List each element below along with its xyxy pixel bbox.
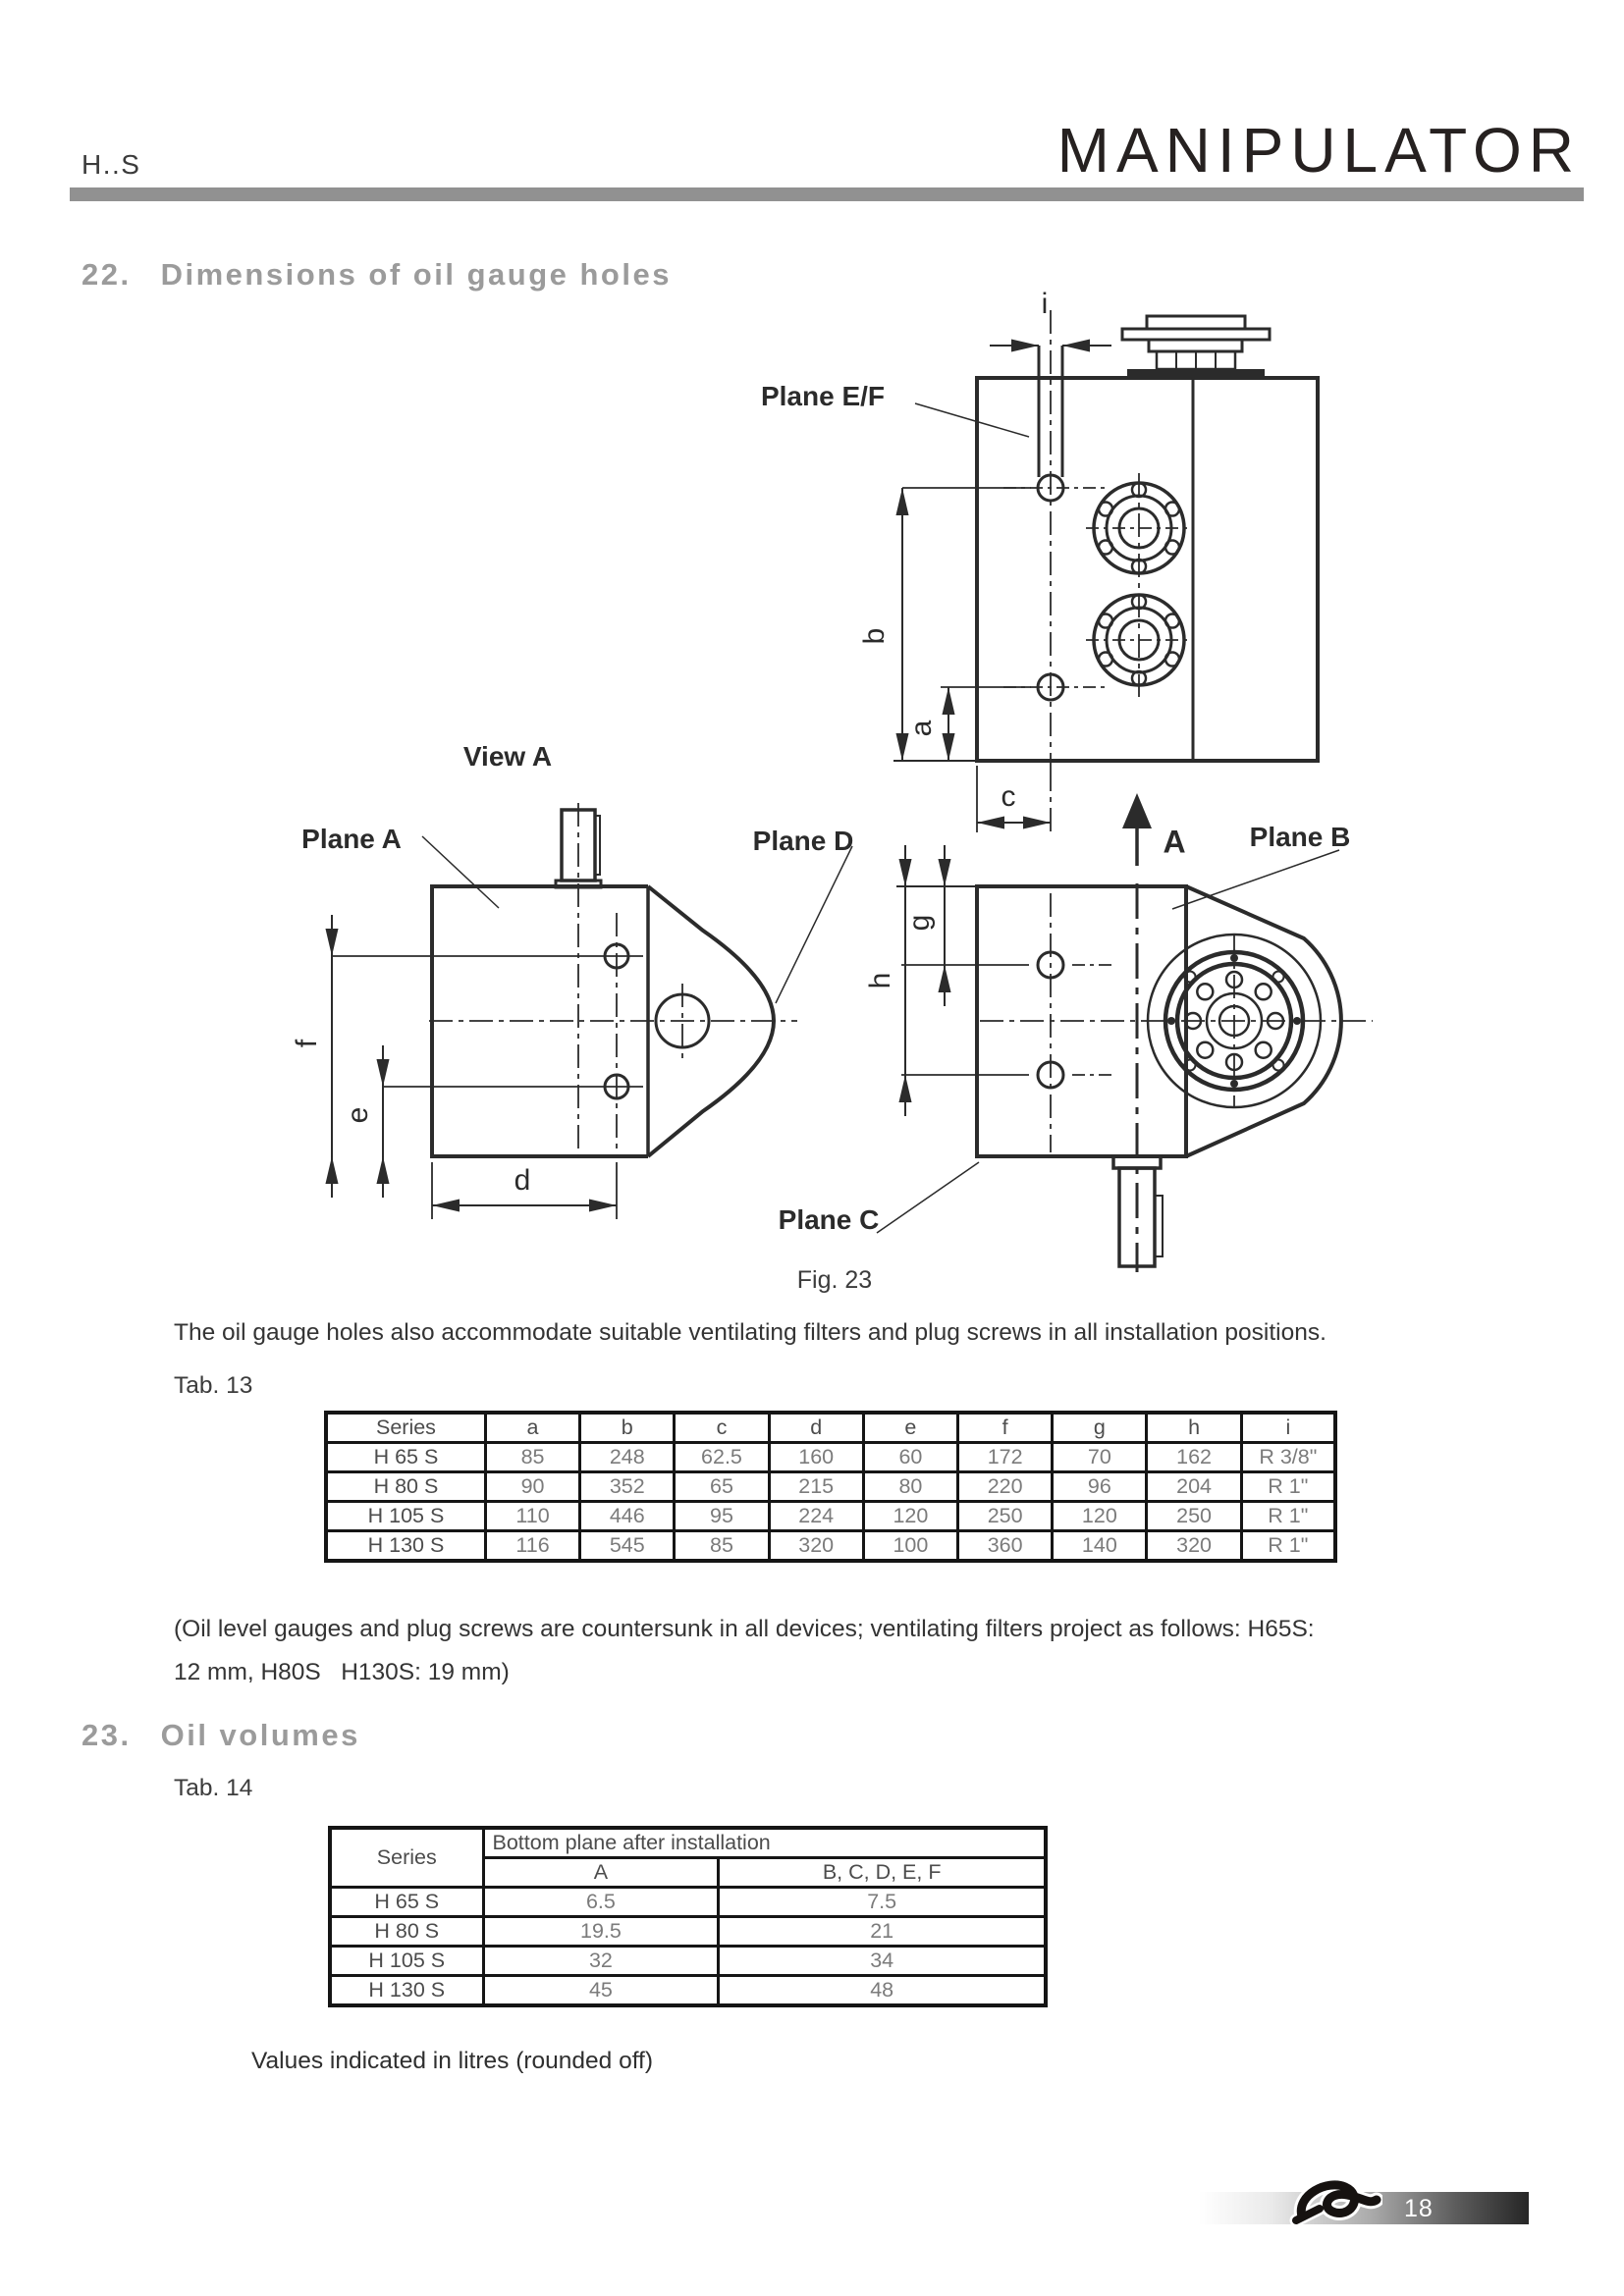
value-cell: 85	[485, 1443, 579, 1472]
value-cell: 34	[719, 1947, 1046, 1976]
value-cell: 21	[719, 1917, 1046, 1947]
dim-c: c	[1001, 780, 1016, 813]
value-cell: 65	[675, 1472, 769, 1502]
note-paragraph	[174, 1608, 1315, 1694]
series-cell: H 130 S	[326, 1531, 485, 1562]
table-row	[326, 1443, 1335, 1472]
value-cell: 320	[769, 1531, 863, 1562]
label-plane-ef: Plane E/F	[760, 381, 886, 411]
col-header: a	[485, 1413, 579, 1443]
intro-paragraph: The oil gauge holes also accommodate suitable ventilating filters and plug screws in all installation positions.	[174, 1319, 1326, 1346]
value-cell: 19.5	[483, 1917, 719, 1947]
col-header: Series	[326, 1413, 485, 1443]
tab13-label: Tab. 13	[174, 1372, 253, 1399]
oil-volumes-table	[328, 1826, 1048, 2007]
value-cell: 85	[675, 1531, 769, 1562]
value-cell: R 1"	[1241, 1502, 1335, 1531]
dim-b: b	[858, 627, 891, 645]
col-header: d	[769, 1413, 863, 1443]
series-cell: H 105 S	[330, 1947, 483, 1976]
value-cell: 320	[1147, 1531, 1241, 1562]
lower-right-view-drawing	[896, 845, 1373, 1272]
value-cell: 116	[485, 1531, 579, 1562]
col-header: g	[1053, 1413, 1147, 1443]
value-cell: 140	[1053, 1531, 1147, 1562]
brand-logo-icon	[1288, 2175, 1382, 2232]
series-cell: H 105 S	[326, 1502, 485, 1531]
table-row	[326, 1502, 1335, 1531]
figure-caption: Fig. 23	[796, 1266, 873, 1294]
oil-gauge-dimensions-table	[324, 1411, 1337, 1563]
value-cell: 100	[863, 1531, 957, 1562]
value-cell: 6.5	[483, 1888, 719, 1917]
section-23-heading	[81, 1718, 360, 1753]
section-22-number: 22.	[81, 257, 132, 292]
label-plane-c: Plane C	[778, 1204, 880, 1235]
label-plane-b: Plane B	[1249, 822, 1351, 852]
value-cell: 62.5	[675, 1443, 769, 1472]
col-header: e	[863, 1413, 957, 1443]
dim-e: e	[342, 1106, 374, 1124]
tab14-label: Tab. 14	[174, 1775, 253, 1801]
value-cell: 45	[483, 1976, 719, 2006]
value-cell: 352	[580, 1472, 675, 1502]
col-header: Series	[330, 1828, 483, 1888]
group-header: Bottom plane after installation	[483, 1828, 1046, 1858]
value-cell: 250	[1147, 1502, 1241, 1531]
section-23-number: 23.	[81, 1718, 132, 1752]
value-cell: 224	[769, 1502, 863, 1531]
col-header: f	[958, 1413, 1053, 1443]
col-header: b	[580, 1413, 675, 1443]
value-cell: 7.5	[719, 1888, 1046, 1917]
label-plane-d: Plane D	[752, 826, 854, 856]
table-header-row	[330, 1828, 1046, 1858]
table-row	[330, 1888, 1046, 1917]
value-cell: 120	[1053, 1502, 1147, 1531]
value-cell: 215	[769, 1472, 863, 1502]
label-view-arrow-a: A	[1163, 824, 1186, 860]
table-row	[330, 1976, 1046, 2006]
leader-lines	[422, 403, 1339, 1233]
value-cell: 96	[1053, 1472, 1147, 1502]
value-cell: 204	[1147, 1472, 1241, 1502]
col-header: c	[675, 1413, 769, 1443]
section-22-title: Dimensions of oil gauge holes	[160, 257, 672, 292]
table-row	[326, 1531, 1335, 1562]
dim-a: a	[905, 720, 938, 737]
table-header-row	[326, 1413, 1335, 1443]
view-a-drawing	[332, 803, 797, 1219]
table-row	[330, 1947, 1046, 1976]
series-cell: H 65 S	[326, 1443, 485, 1472]
value-cell: 360	[958, 1531, 1053, 1562]
col-subheader: A	[483, 1858, 719, 1888]
value-cell: R 3/8"	[1241, 1443, 1335, 1472]
value-cell: 250	[958, 1502, 1053, 1531]
series-cell: H 65 S	[330, 1888, 483, 1917]
dim-i: i	[1041, 288, 1049, 320]
upper-view-drawing	[893, 310, 1318, 866]
label-plane-a: Plane A	[301, 824, 402, 854]
series-cell: H 80 S	[326, 1472, 485, 1502]
note-line: 12 mm, H80S H130S: 19 mm)	[174, 1659, 510, 1685]
value-cell: 32	[483, 1947, 719, 1976]
value-cell: 48	[719, 1976, 1046, 2006]
value-cell: 120	[863, 1502, 957, 1531]
table-row	[330, 1917, 1046, 1947]
value-cell: 545	[580, 1531, 675, 1562]
note-line: (Oil level gauges and plug screws are countersunk in all devices; ventilating filters project as follows: H65S:	[174, 1616, 1315, 1642]
brand-title: MANIPULATOR	[1056, 115, 1581, 186]
label-view-a: View A	[462, 741, 553, 772]
footnote: Values indicated in litres (rounded off)	[251, 2048, 654, 2074]
col-subheader: B, C, D, E, F	[719, 1858, 1046, 1888]
dim-f: f	[291, 1039, 323, 1048]
value-cell: 90	[485, 1472, 579, 1502]
value-cell: 172	[958, 1443, 1053, 1472]
value-cell: 110	[485, 1502, 579, 1531]
value-cell: 220	[958, 1472, 1053, 1502]
page-number: 18	[1404, 2195, 1434, 2222]
series-cell: H 130 S	[330, 1976, 483, 2006]
value-cell: 446	[580, 1502, 675, 1531]
model-code: H..S	[81, 149, 141, 180]
col-header: h	[1147, 1413, 1241, 1443]
value-cell: 95	[675, 1502, 769, 1531]
series-cell: H 80 S	[330, 1917, 483, 1947]
col-header: i	[1241, 1413, 1335, 1443]
value-cell: R 1"	[1241, 1531, 1335, 1562]
table-row	[326, 1472, 1335, 1502]
value-cell: 70	[1053, 1443, 1147, 1472]
section-23-title: Oil volumes	[160, 1718, 360, 1752]
value-cell: 162	[1147, 1443, 1241, 1472]
dim-g: g	[903, 914, 936, 932]
value-cell: R 1"	[1241, 1472, 1335, 1502]
value-cell: 60	[863, 1443, 957, 1472]
dim-d: d	[514, 1164, 531, 1197]
dim-h: h	[864, 972, 896, 989]
value-cell: 248	[580, 1443, 675, 1472]
value-cell: 80	[863, 1472, 957, 1502]
value-cell: 160	[769, 1443, 863, 1472]
